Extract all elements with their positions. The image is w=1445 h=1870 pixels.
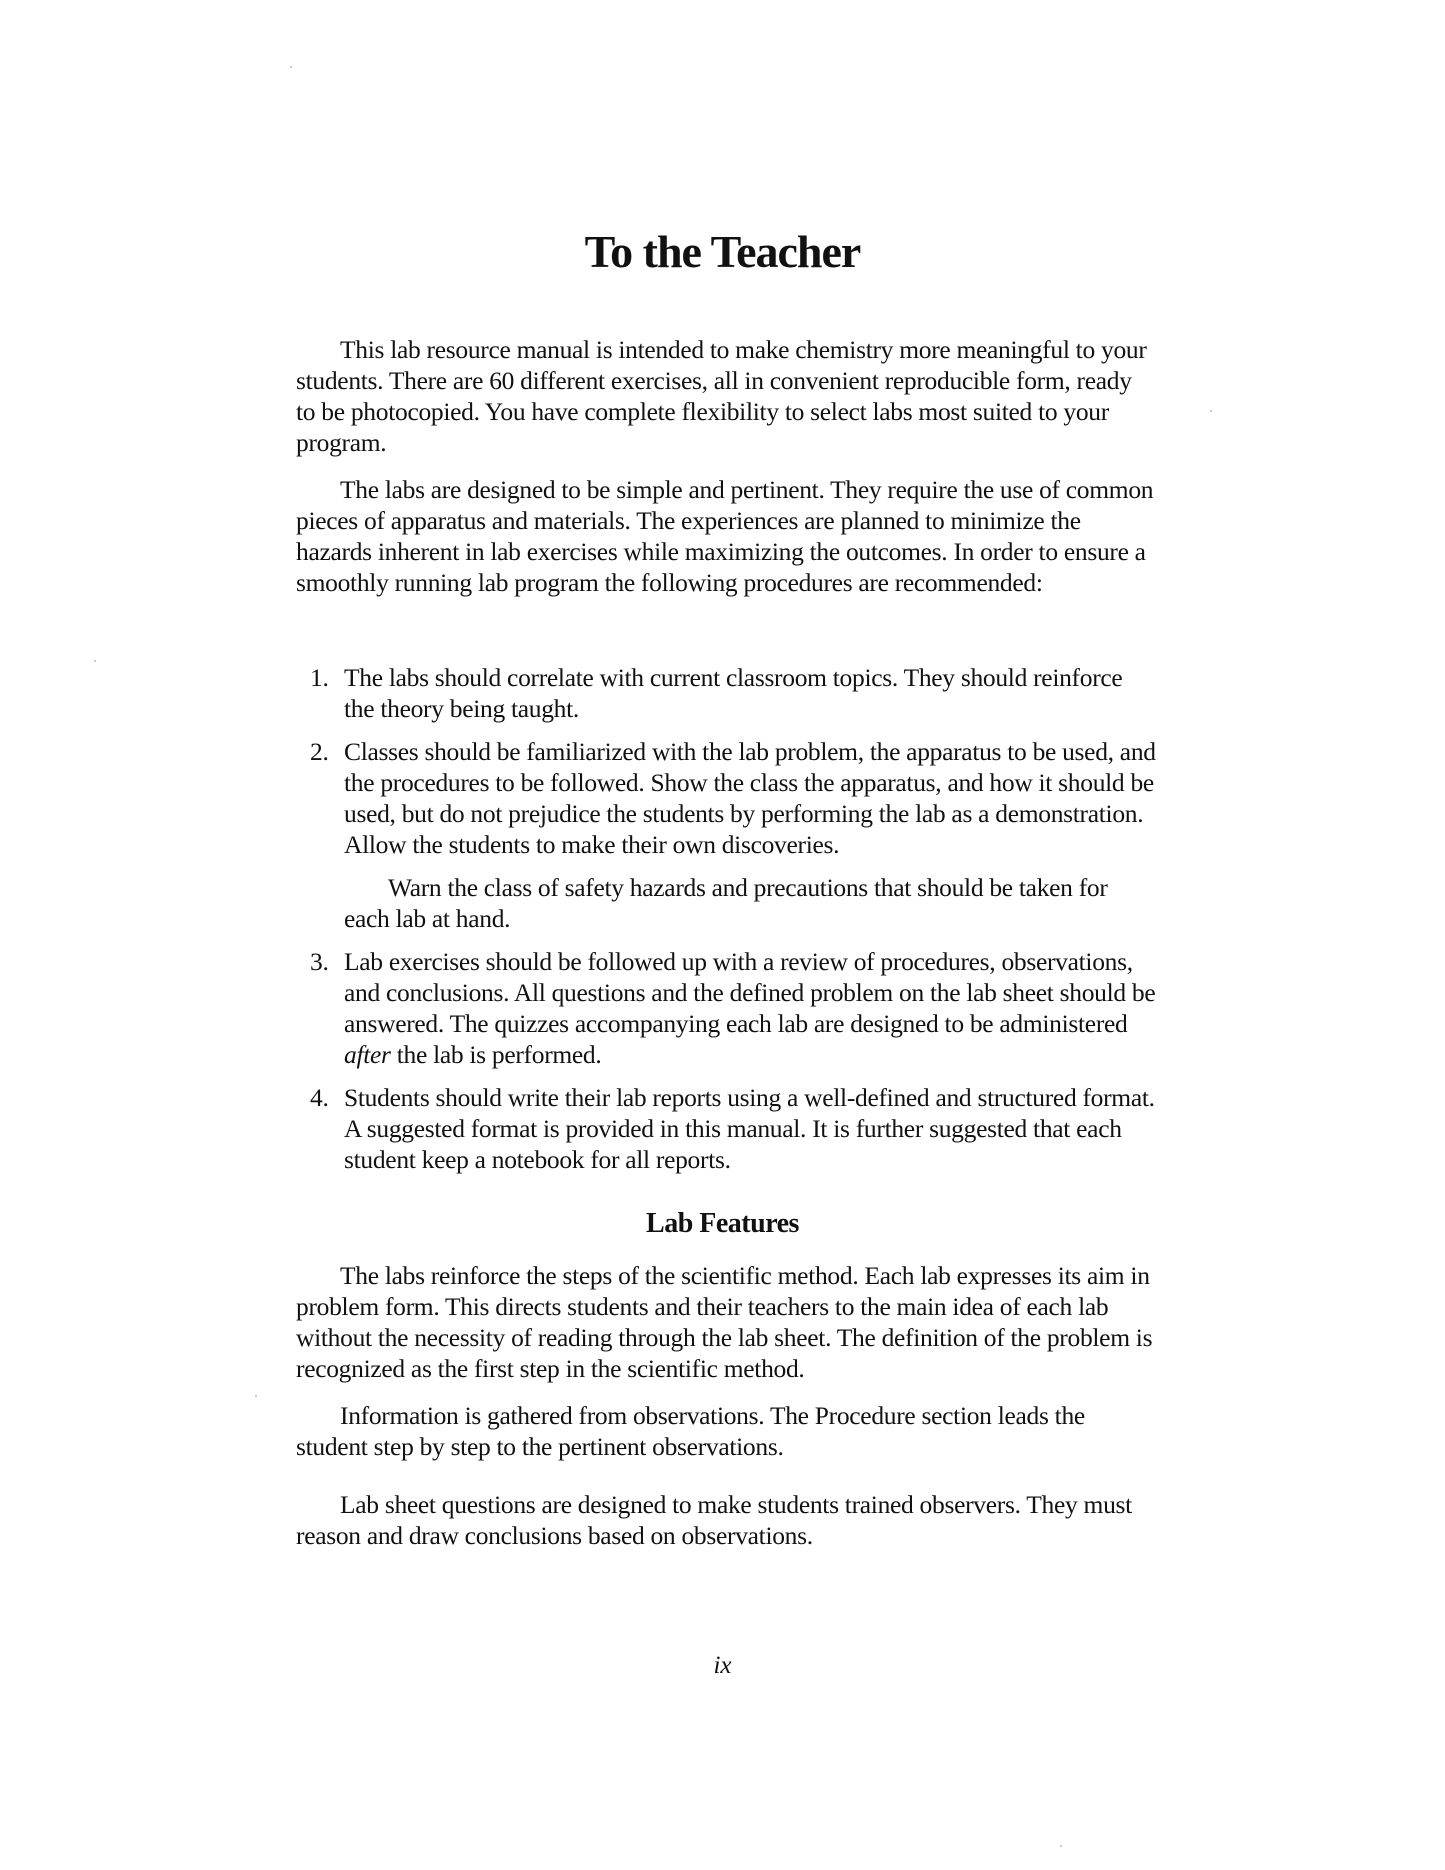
page-number: ix — [713, 1652, 732, 1679]
procedure-text — [344, 947, 1155, 1069]
procedure-text-before: Lab exercises should be followed up with a review of procedures, observations, and conclusions. All questions and the defined problem on the lab sheet should be answered. The quizzes accompanying each lab are designed to be administered — [344, 947, 1156, 1038]
intro-paragraph-2: The labs are designed to be simple and pertinent. They require the use of common pieces of apparatus and materials. The experiences are planned to minimize the hazards inherent in lab exercises while maximizing the outcomes. In order to ensure a smoothly running lab program the following procedures are recommended: — [296, 475, 1154, 597]
procedure-item-2 — [296, 736, 1156, 934]
page-title: To the Teacher — [584, 226, 861, 277]
procedure-item-3 — [296, 946, 1156, 1070]
scan-speck — [94, 660, 96, 662]
features-paragraph-3: Lab sheet questions are designed to make students trained observers. They must reason and draw conclusions based on observations. — [296, 1490, 1132, 1550]
procedure-text-after: the lab is performed. — [390, 1040, 602, 1069]
list-number: 4. — [310, 1083, 329, 1112]
procedure-text: Classes should be familiarized with the lab problem, the apparatus to be used, and the procedures to be followed. Show the class the apparatus, and how it should be used, but do not prejudice the students by performing the lab as a demonstration. Allow the students to make their own discoveries. — [344, 737, 1156, 859]
list-number: 1. — [310, 663, 329, 692]
intro-paragraph-1: This lab resource manual is intended to make chemistry more meaningful to your students. There are 60 different exercises, all in convenient reproducible form, ready to be photocopied. You have complete flexibility to select labs most suited to your program. — [296, 335, 1147, 457]
procedure-text: Students should write their lab reports using a well-defined and structured format. A suggested format is provided in this manual. It is further suggested that each student keep a notebook for all reports. — [344, 1083, 1155, 1174]
procedure-item-1 — [296, 662, 1156, 724]
features-paragraph-1: The labs reinforce the steps of the scientific method. Each lab expresses its aim in problem form. This directs students and their teachers to the main idea of each lab without the necessity of reading through the lab sheet. The definition of the problem is recognized as the first step in the scientific method. — [296, 1261, 1153, 1383]
list-number: 2. — [310, 737, 329, 766]
procedure-text: The labs should correlate with current classroom topics. They should reinforce the theory being taught. — [344, 663, 1123, 723]
list-number: 3. — [310, 947, 329, 976]
features-paragraph-2: Information is gathered from observations. The Procedure section leads the student step by step to the pertinent observations. — [296, 1401, 1085, 1461]
section-heading: Lab Features — [646, 1208, 799, 1239]
scan-speck — [1060, 1845, 1062, 1847]
scan-speck — [255, 1395, 257, 1397]
procedures-list — [296, 662, 1156, 1187]
scan-speck — [1210, 410, 1212, 412]
procedure-emphasis: after — [344, 1040, 391, 1069]
procedure-subparagraph: Warn the class of safety hazards and precautions that should be taken for each lab at hand. — [344, 873, 1108, 933]
scan-speck — [290, 66, 292, 68]
procedure-item-4 — [296, 1082, 1156, 1175]
